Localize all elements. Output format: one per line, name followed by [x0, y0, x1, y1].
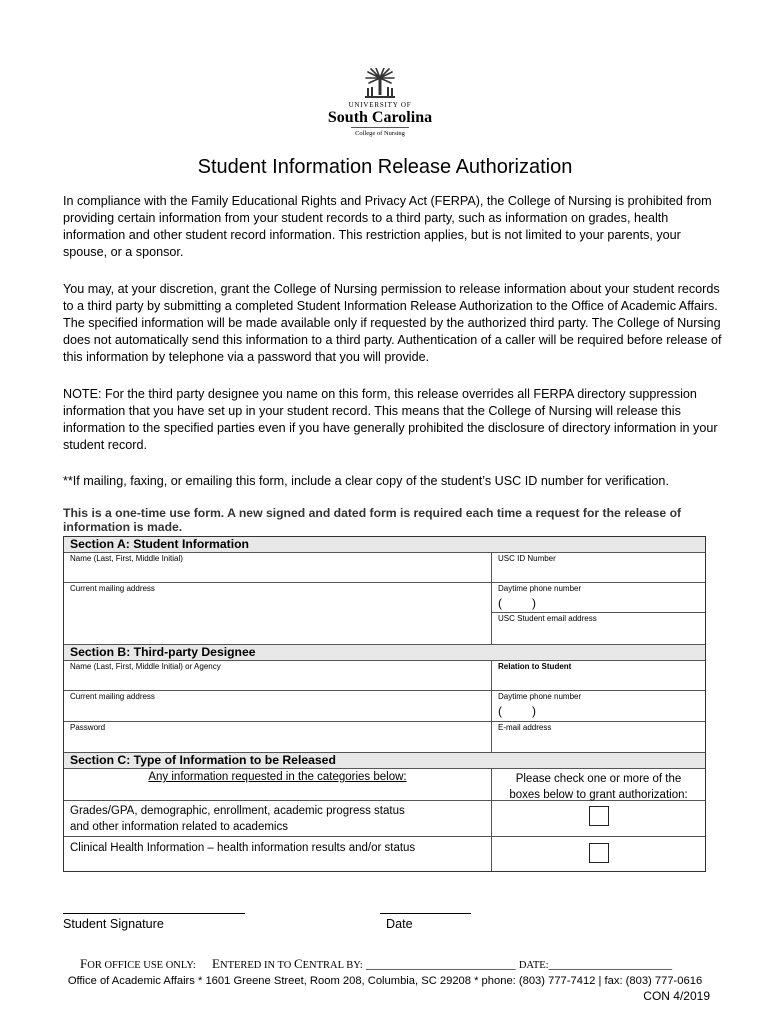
designee-phone-parens: ( ) [498, 704, 536, 718]
usc-id-field[interactable] [492, 553, 705, 582]
clinical-info-checkbox[interactable] [589, 843, 609, 863]
student-signature-label: Student Signature [63, 917, 164, 931]
academic-info-line1: Grades/GPA, demographic, enrollment, academic progress status [70, 805, 405, 817]
logo-college: College of Nursing [355, 130, 405, 137]
relation-label: Relation to Student [498, 662, 572, 671]
designee-email-field[interactable] [492, 722, 705, 752]
designee-name-field[interactable] [64, 661, 492, 690]
office-c: C [293, 956, 303, 971]
palmetto-tree-icon [360, 68, 400, 100]
logo-university-of: UNIVERSITY OF [348, 101, 412, 109]
section-c-heading-row [64, 769, 705, 801]
section-b-row-address [64, 691, 705, 722]
student-phone-field[interactable] [492, 583, 705, 613]
ferpa-paragraph: In compliance with the Family Educational Rights and Privacy Act (FERPA), the College of Nursing is prohibited from providing certain information from your student records to a third party, such as information on grades, health information and other student record information. This restriction applies, but is not limited to your parents, your spouse, or a sponsor. [63, 194, 712, 259]
office-entered: NTERED IN TO [219, 960, 294, 971]
section-a-row-name [64, 553, 705, 583]
student-email-label: USC Student email address [498, 614, 597, 623]
office-for-use: OR OFFICE USE ONLY [87, 960, 193, 971]
student-email-field[interactable] [492, 613, 705, 623]
check-instructions: Please check one or more of the boxes below to grant authorization: [509, 773, 688, 801]
office-central: ENTRAL BY [302, 960, 360, 971]
academic-info-checkbox[interactable] [589, 806, 609, 826]
footer-address: Office of Academic Affairs * 1601 Greene Street, Room 208, Columbia, SC 29208 * phone: (803) 777-7412 | fax: (803) 777-0616 [67, 975, 703, 987]
logo-south-carolina: South Carolina [327, 109, 433, 126]
designee-phone-label: Daytime phone number [498, 692, 582, 701]
designee-address-label: Current mailing address [70, 692, 155, 701]
designee-email-label: E-mail address [498, 723, 552, 732]
note-paragraph: NOTE: For the third party designee you name on this form, this release overrides all FERPA directory suppression information that you have set up in your student record. This means that the College of Nursing will release this information to the specified parties even if you have generally prohibited the disclosure of directory information in your student record. [63, 387, 718, 452]
date-line[interactable] [380, 913, 471, 914]
office-f: F [80, 956, 88, 971]
section-a-row-address [64, 583, 705, 645]
mailing-paragraph: **If mailing, faxing, or emailing this form, include a clear copy of the student’s USC ID number for verification. [63, 474, 669, 488]
student-signature-line[interactable] [63, 913, 245, 914]
password-field[interactable] [64, 722, 492, 752]
password-label: Password [70, 723, 106, 732]
office-colon: : [192, 960, 196, 971]
office-e: E [212, 956, 220, 971]
page-title: Student Information Release Authorization [197, 156, 573, 178]
section-a-header: Section A: Student Information [64, 537, 705, 553]
relation-field[interactable] [492, 661, 705, 690]
date-label: Date [386, 917, 413, 931]
section-c-header: Section C: Type of Information to be Released [64, 753, 705, 769]
student-phone-label: Daytime phone number [498, 584, 582, 593]
student-name-field[interactable] [64, 553, 492, 582]
section-b-row-name [64, 661, 705, 691]
student-address-field[interactable] [64, 583, 492, 644]
student-address-label: Current mailing address [70, 584, 155, 593]
academic-info-row [64, 801, 705, 837]
release-form [63, 536, 706, 872]
one-time-note: This is a one-time use form. A new signed and dated form is required each time a request for the release of information is made. [63, 506, 682, 534]
usc-id-label: USC ID Number [498, 554, 556, 563]
office-date-line[interactable]: ___________________ [548, 956, 673, 971]
categories-heading: Any information requested in the categories below: [148, 771, 407, 783]
office-colon-2: : [359, 960, 363, 971]
academic-info-line2: and other information related to academics [70, 821, 288, 833]
student-name-label: Name (Last, First, Middle Initial) [70, 554, 183, 563]
university-logo [322, 68, 438, 148]
office-date-label: DATE: [518, 960, 549, 971]
clinical-info-label: Clinical Health Information – health information results and/or status [64, 837, 492, 871]
clinical-info-row [64, 837, 705, 871]
designee-address-field[interactable] [64, 691, 492, 721]
section-b-row-password [64, 722, 705, 753]
designee-name-label: Name (Last, First, Middle Initial) or Agency [70, 662, 221, 671]
form-code: CON 4/2019 [643, 989, 710, 1003]
designee-phone-field[interactable] [492, 691, 705, 721]
section-b-header: Section B: Third-party Designee [64, 645, 705, 661]
entered-by-line[interactable]: _______________________ [366, 956, 516, 971]
permission-paragraph: You may, at your discretion, grant the College of Nursing permission to release information about your student records to a third party by submitting a completed Student Information Release Authorization to the Office of Academic Affairs. The specified information will be made available only if requested by the authorized third party. The College of Nursing does not automatically send this information to a third party. Authentication of a caller will be required before release of this information by telephone via a password that you will provide. [63, 282, 722, 364]
logo-divider [351, 127, 409, 128]
office-use-line [80, 956, 672, 972]
student-phone-parens: ( ) [498, 596, 536, 610]
